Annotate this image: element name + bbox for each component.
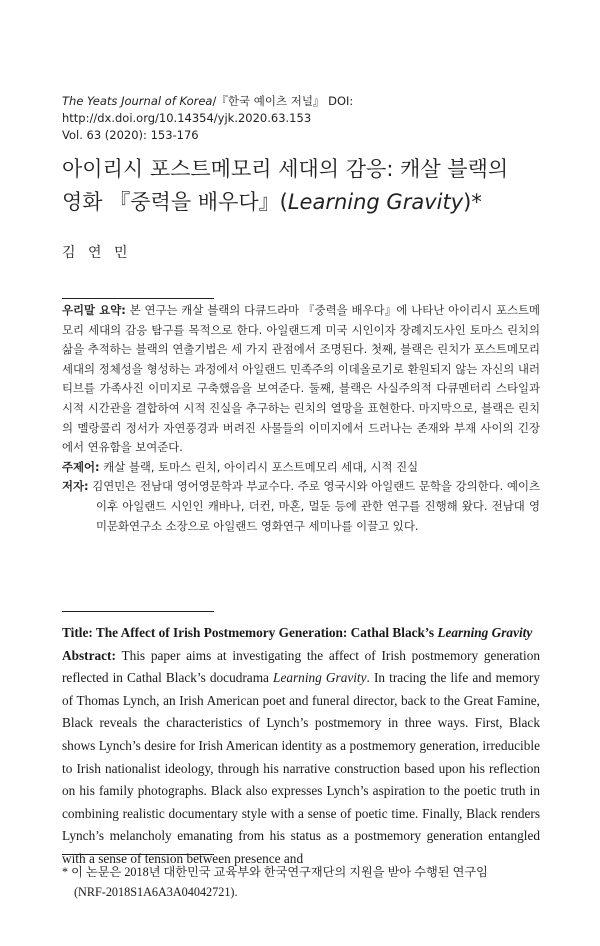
journal-header: [62, 93, 562, 144]
divider-top: [62, 298, 214, 299]
divider-footnote: [62, 854, 214, 855]
english-abstract: [62, 645, 540, 871]
divider-middle: [62, 611, 214, 612]
doi-link[interactable]: DOI: http://dx.doi.org/10.14354/yjk.2020.63.153: [62, 94, 354, 125]
title-line-1: 아이리시 포스트메모리 세대의 감응: 캐살 블랙의: [62, 157, 509, 181]
english-abstract-text-2: . In tracing the life and memory of Thomas Lynch, an Irish American poet and funeral director, back to the Great Famine, Black reveals the characteristics of Lynch’s postmemory in three ways. First, Black shows Lynch’s desire for Irish American identity as a postmemory generation, irreducible to Irish nationalist ideology, through his narrative construction based upon his reflection on his family photographs. Black also expresses Lynch’s aspiration to the poetic truth in combining realistic documentary style with a sense of poetic time. Finally, Black renders Lynch’s melancholy emanating from his status as a postmemory generation entangled with a sense of tension between presence and: [62, 670, 540, 866]
keywords: [62, 458, 540, 478]
journal-name-korean: /『한국 예이츠 저널』: [212, 94, 325, 108]
footnote-line-1: * 이 논문은 2018년 대한민국 교육부와 한국연구재단의 지원을 받아 수행된 연구임: [62, 865, 488, 879]
film-title-english: Learning Gravity: [287, 190, 464, 214]
footnote-grant-number: (NRF-2018S1A6A3A04042721).: [74, 885, 238, 899]
title-suffix: )*: [463, 190, 482, 214]
author-name: 김 연 민: [62, 245, 132, 261]
korean-abstract-text: 본 연구는 캐살 블랙의 다큐드라마 『중력을 배우다』에 나타난 아이리시 포스트메모리 세대의 감응 탐구를 목적으로 한다. 아일랜드계 미국 시인이자 장례지도사인 토마스 린치의 삶을 추적하는 블랙의 연출기법은 세 가지 관점에서 조명된다. 첫째, 블랙은 린치가 포스트메모리 세대의 정체성을 형성하는 과정에서 아일랜드 민족주의 이데올로기로 환원되지 않는 자신의 내러티브를 가족사진 이미지로 구축했음을 보여준다. 둘째, 블랙은 사실주의적 다큐멘터리 스타일과 시적 시간관을 결합하여 시적 진실을 추구하는 린치의 열망을 표현한다. 마지막으로, 블랙은 린치의 멜랑콜리 정서가 자연풍경과 버려진 사물들의 이미지에서 드러나는 존재와 부재 사이의 긴장에서 연유함을 보여준다.: [62, 303, 540, 455]
title-prefix: 영화 『중력을 배우다』(: [62, 190, 288, 214]
author-bio: [62, 477, 540, 536]
english-abstract-text-1: This paper aims at investigating the affect of Irish postmemory generation reflected in Cathal Black’s docudrama: [62, 647, 540, 686]
korean-abstract: [62, 301, 540, 458]
korean-abstract-label: 우리말 요약:: [62, 303, 126, 317]
keywords-label: 주제어:: [62, 459, 100, 474]
korean-abstract-block: [62, 301, 540, 536]
article-title: [62, 153, 562, 219]
author-bio-label: 저자:: [62, 479, 89, 494]
english-abstract-block: [62, 622, 540, 871]
english-title-label: Title: The Affect of Irish Postmemory Generation: Cathal Black’s: [62, 625, 438, 640]
english-abstract-film-title: Learning Gravity: [273, 670, 367, 686]
footnote: [62, 862, 540, 902]
english-title-italic: Learning Gravity: [437, 625, 533, 640]
title-line-2: [62, 186, 562, 219]
volume-pages: Vol. 63 (2020): 153-176: [62, 128, 199, 142]
author-bio-text: 김연민은 전남대 영어영문학과 부교수다. 주로 영국시와 아일랜드 문학을 강의한다. 예이츠 이후 아일랜드 시인인 캐바나, 더컨, 마혼, 멀둔 등에 관한 연구를 진행해 왔다. 전남대 영미문화연구소 소장으로 아일랜드 영화연구 세미나를 이끌고 있다.: [88, 479, 540, 533]
english-title: [62, 622, 540, 645]
journal-citation-line: [62, 93, 562, 127]
journal-name: The Yeats Journal of Korea: [62, 94, 213, 108]
english-abstract-label: Abstract:: [62, 647, 116, 663]
keywords-text: 캐살 블랙, 토마스 린치, 아이리시 포스트메모리 세대, 시적 진실: [99, 459, 419, 474]
